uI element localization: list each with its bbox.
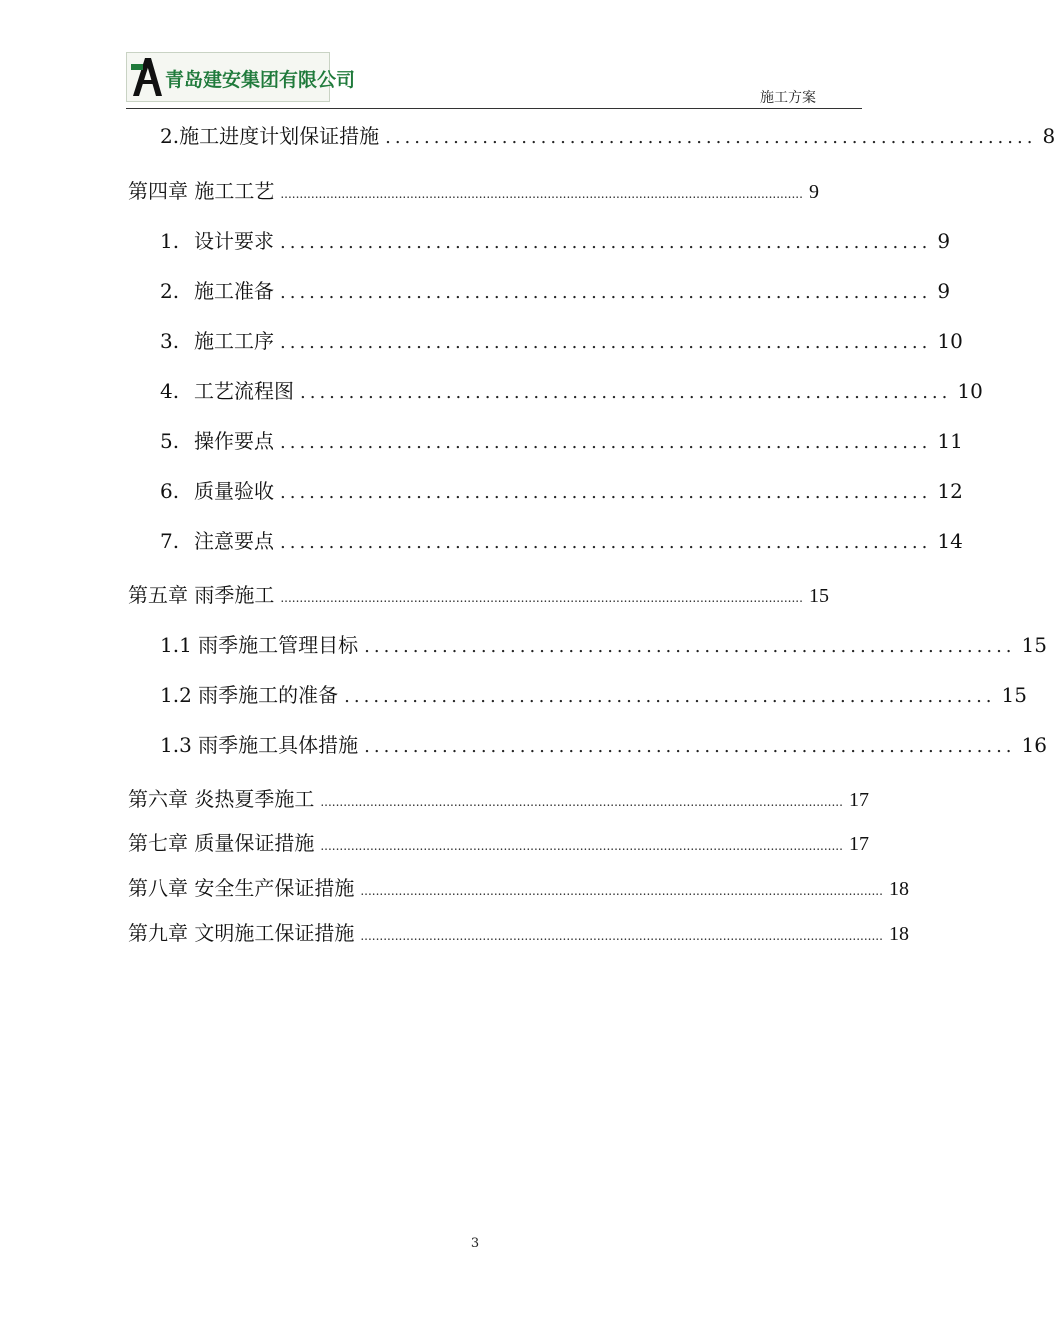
toc-entry[interactable] [160,425,963,454]
toc-leader: ......................................................................................................................................... [320,839,843,853]
toc-chapter-entry[interactable] [128,872,909,901]
toc-entry-label: 第九章 文明施工保证措施 [128,921,355,945]
toc-entry-label: 质量验收 [194,479,274,503]
toc-entry-page: 17 [848,833,869,855]
toc-entry[interactable] [160,325,963,354]
toc-entry-number: 6. [160,479,180,503]
toc-entry-page: 8 [1042,124,1055,148]
toc-entry[interactable] [160,120,1055,149]
toc-entry-page: 14 [937,529,963,553]
toc-entry-label: 第七章 质量保证措施 [128,831,315,855]
toc-chapter-entry[interactable] [128,827,869,856]
toc-entry-label: 工艺流程图 [194,379,294,403]
toc-entry[interactable] [160,275,951,304]
toc-leader: ................................................................... [280,482,932,503]
toc-entry-label: 1.1 雨季施工管理目标 [160,633,359,657]
toc-leader: ................................................................... [344,686,996,707]
toc-chapter-entry[interactable] [128,917,909,946]
toc-entry-number: 2. [160,279,180,303]
toc-entry-page: 16 [1021,733,1047,757]
toc-leader: ................................................................... [280,532,932,553]
toc-entry[interactable] [160,729,1047,758]
toc-entry-page: 15 [1021,633,1047,657]
toc-entry-page: 15 [808,585,829,607]
toc-entry[interactable] [160,679,1027,708]
toc-leader: ................................................................... [280,232,932,253]
toc-entry-page: 15 [1001,683,1027,707]
toc-leader: ................................................................... [385,127,1037,148]
toc-entry-page: 18 [888,923,909,945]
toc-entry-label: 第四章 施工工艺 [128,179,275,203]
toc-entry-label: 1.3 雨季施工具体措施 [160,733,359,757]
toc-entry[interactable] [160,525,963,554]
document-title: 施工方案 [760,90,816,106]
toc-entry-page: 9 [937,229,951,253]
toc-leader: ......................................................................................................................................... [280,187,803,201]
toc-entry-label: 第五章 雨季施工 [128,583,275,607]
toc-leader: ................................................................... [280,432,932,453]
toc-entry-number: 5. [160,429,180,453]
toc-leader: ................................................................... [364,736,1016,757]
page-header [0,0,950,112]
toc-entry-page: 18 [888,878,909,900]
logo-mark-icon [131,56,163,98]
page-number: 3 [470,1236,480,1251]
toc-entry-number: 3. [160,329,180,353]
toc-chapter-entry[interactable] [128,783,869,812]
toc-entry-label: 施工准备 [194,279,274,303]
toc-entry-label: 设计要求 [194,229,274,253]
toc-entry-label: 注意要点 [194,529,274,553]
header-divider [126,108,862,109]
toc-leader: ................................................................... [364,636,1016,657]
toc-leader: ................................................................... [300,382,952,403]
toc-entry-label: 2.施工进度计划保证措施 [160,124,380,148]
toc-entry-number: 1. [160,229,180,253]
toc-leader: ................................................................... [280,282,932,303]
toc-entry-label: 施工工序 [194,329,274,353]
toc-leader: ......................................................................................................................................... [360,929,883,943]
toc-entry-label: 操作要点 [194,429,274,453]
toc-entry-page: 12 [937,479,963,503]
toc-entry-page: 10 [957,379,983,403]
toc-entry-number: 4. [160,379,180,403]
toc-entry-page: 10 [937,329,963,353]
toc-leader: ......................................................................................................................................... [360,884,883,898]
toc-entry[interactable] [160,475,963,504]
toc-entry-page: 9 [808,181,819,203]
company-logo [126,52,356,102]
toc-entry[interactable] [160,375,983,404]
toc-entry-label: 第六章 炎热夏季施工 [128,787,315,811]
toc-entry[interactable] [160,225,951,254]
toc-entry-label: 1.2 雨季施工的准备 [160,683,339,707]
toc-leader: ......................................................................................................................................... [320,795,843,809]
toc-leader: ................................................................... [280,332,932,353]
toc-entry-page: 9 [937,279,951,303]
toc-entry[interactable] [160,629,1047,658]
toc-chapter-entry[interactable] [128,175,819,204]
company-name: 青岛建安集团有限公司 [165,69,356,91]
toc-entry-label: 第八章 安全生产保证措施 [128,876,355,900]
toc-entry-number: 7. [160,529,180,553]
toc-entry-page: 17 [848,789,869,811]
toc-leader: ......................................................................................................................................... [280,591,803,605]
toc-chapter-entry[interactable] [128,579,829,608]
toc-entry-page: 11 [937,429,963,453]
